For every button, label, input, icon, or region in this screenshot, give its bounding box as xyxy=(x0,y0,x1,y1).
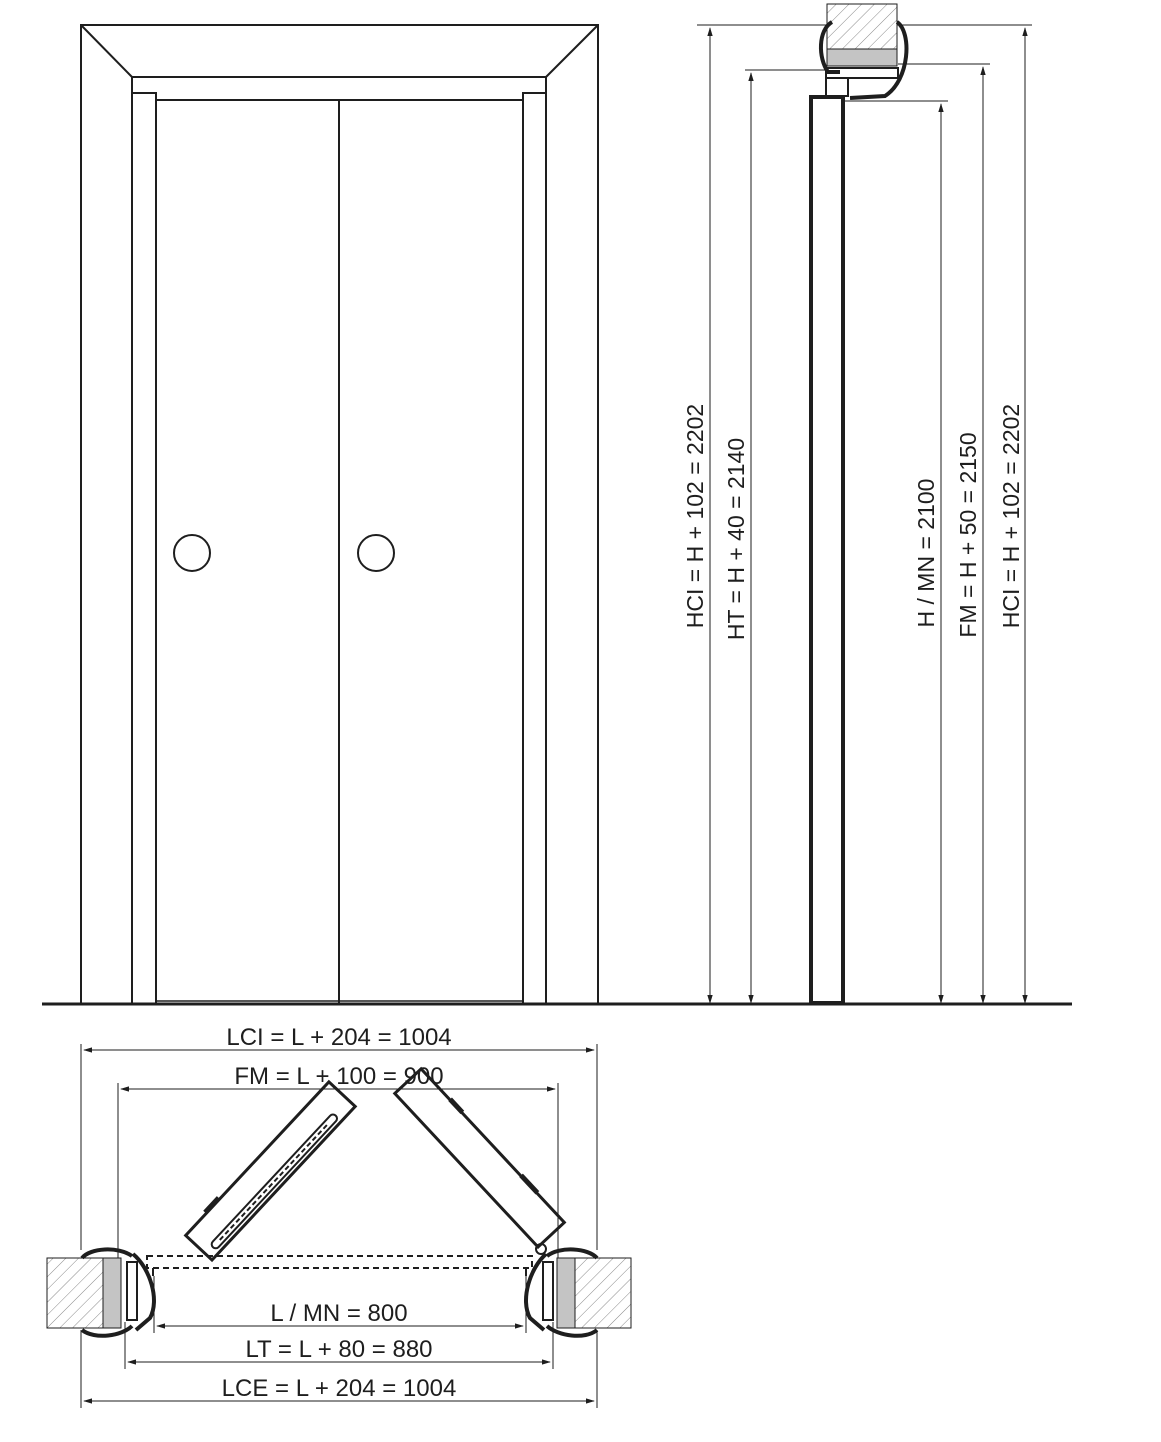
wall-left-hatch xyxy=(47,1258,103,1328)
architrave-miter-left xyxy=(81,25,132,77)
label-ht: HT = H + 40 = 2140 xyxy=(723,437,749,641)
label-hci-left: HCI = H + 102 = 2202 xyxy=(682,403,708,629)
vertical-dimension-labels xyxy=(682,404,1024,640)
label-hci-right: HCI = H + 102 = 2202 xyxy=(998,403,1024,629)
label-h-mn: H / MN = 2100 xyxy=(913,478,939,628)
front-elevation xyxy=(81,25,598,1003)
label-lci: LCI = L + 204 = 1004 xyxy=(226,1024,452,1051)
head-wall-hatch xyxy=(827,4,897,49)
head-wall-insert xyxy=(827,49,897,66)
plan-track xyxy=(147,1256,532,1268)
wall-right-insert xyxy=(557,1258,575,1328)
door-knob-left xyxy=(174,535,210,571)
door-leaf-section xyxy=(811,97,843,1003)
head-frame-block xyxy=(826,78,848,96)
jamb-left xyxy=(132,93,156,1003)
wall-right-hatch xyxy=(574,1258,631,1328)
label-lce: LCE = L + 204 = 1004 xyxy=(221,1375,457,1402)
jamb-right xyxy=(523,93,546,1003)
label-fm-vertical: FM = H + 50 = 2150 xyxy=(955,432,981,638)
folded-leaf-right xyxy=(395,1067,567,1247)
folded-leaf-left xyxy=(183,1079,355,1260)
plan-profile-right-top xyxy=(547,1249,597,1258)
plan-frame-right xyxy=(543,1262,553,1320)
vertical-section xyxy=(811,4,906,1003)
architrave-miter-right xyxy=(546,25,598,77)
wall-left-insert xyxy=(103,1258,121,1328)
label-lt: LT = L + 80 = 880 xyxy=(245,1336,433,1363)
label-l-mn: L / MN = 800 xyxy=(270,1300,408,1327)
door-knob-right xyxy=(358,535,394,571)
plan-profile-left-top xyxy=(82,1249,132,1258)
plan-view xyxy=(47,1067,631,1336)
label-fm-horizontal: FM = L + 100 = 900 xyxy=(234,1063,444,1090)
plan-frame-left xyxy=(127,1262,137,1320)
